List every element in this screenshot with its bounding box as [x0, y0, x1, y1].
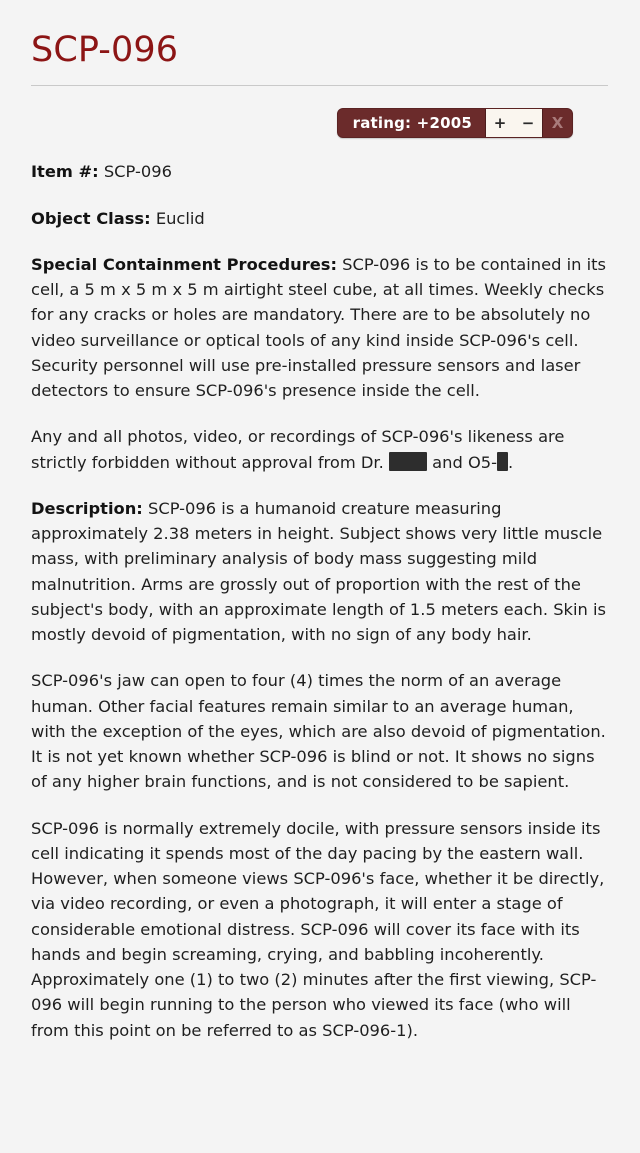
rating-row [31, 86, 609, 138]
photo-restriction-text-before: Any and all photos, video, or recordings of SCP-096's likeness are strictly forbidden without approval from Dr. [31, 427, 565, 472]
cancel-vote-button[interactable]: X [551, 114, 564, 133]
containment-procedures-text: SCP-096 is to be contained in its cell, a 5 m x 5 m x 5 m airtight steel cube, at all times. Weekly checks for any cracks or holes are mandatory. There are to be absolutely no video surveillance or optical tools of any kind inside SCP-096's cell. Security personnel will use pre-installed pressure sensors and laser detectors to ensure SCP-096's presence inside the cell. [31, 254, 607, 400]
photo-restriction-text-after: . [508, 452, 514, 472]
item-number-label: Item #: [31, 162, 99, 182]
photo-restriction-paragraph [31, 424, 609, 475]
object-class-label: Object Class: [31, 208, 151, 228]
object-class-paragraph [31, 206, 609, 231]
description-label: Description: [31, 498, 143, 518]
upvote-button[interactable]: + [493, 114, 507, 133]
redaction-block-name [389, 452, 427, 471]
article-body [31, 138, 609, 1043]
redaction-block-o5 [497, 452, 508, 471]
object-class-value: Euclid [150, 208, 205, 228]
rating-buttons [485, 109, 543, 137]
item-number-paragraph [31, 159, 609, 184]
rating-widget[interactable] [337, 108, 573, 138]
downvote-button[interactable]: − [521, 114, 535, 133]
behavior-paragraph: SCP-096 is normally extremely docile, with pressure sensors inside its cell indicating it spends most of the day pacing by the eastern wall. However, when someone views SCP-096's face, whether it be directly, via video recording, or even a photograph, it will enter a stage of considerable emotional distress. SCP-096 will cover its face with its hands and begin screaming, crying, and babbling incoherently. Approximately one (1) to two (2) minutes after the first viewing, SCP-096 will begin running to the person who viewed its face (who will from this point on be referred to as SCP-096-1). [31, 818, 605, 1040]
page-title: SCP-096 [31, 30, 179, 70]
rating-score: rating: +2005 [352, 114, 472, 133]
containment-procedures-paragraph [31, 252, 609, 404]
item-number-value: SCP-096 [98, 162, 172, 182]
description-text: SCP-096 is a humanoid creature measuring approximately 2.38 meters in height. Subject shows very little muscle mass, with preliminary analysis of body mass suggesting mild malnutrition. Arms are grossly out of proportion with the rest of the subject's body, with an approximate length of 1.5 meters each. Skin is mostly devoid of pigmentation, with no sign of any body hair. [31, 498, 607, 644]
photo-restriction-text-middle: and O5- [426, 452, 497, 472]
description-paragraph [31, 496, 609, 648]
jaw-paragraph: SCP-096's jaw can open to four (4) times the norm of an average human. Other facial features remain similar to an average human, with the exception of the eyes, which are also devoid of pigmentation. It is not yet known whether SCP-096 is blind or not. It shows no signs of any higher brain functions, and is not considered to be sapient. [31, 671, 606, 792]
containment-procedures-label: Special Containment Procedures: [31, 254, 337, 274]
